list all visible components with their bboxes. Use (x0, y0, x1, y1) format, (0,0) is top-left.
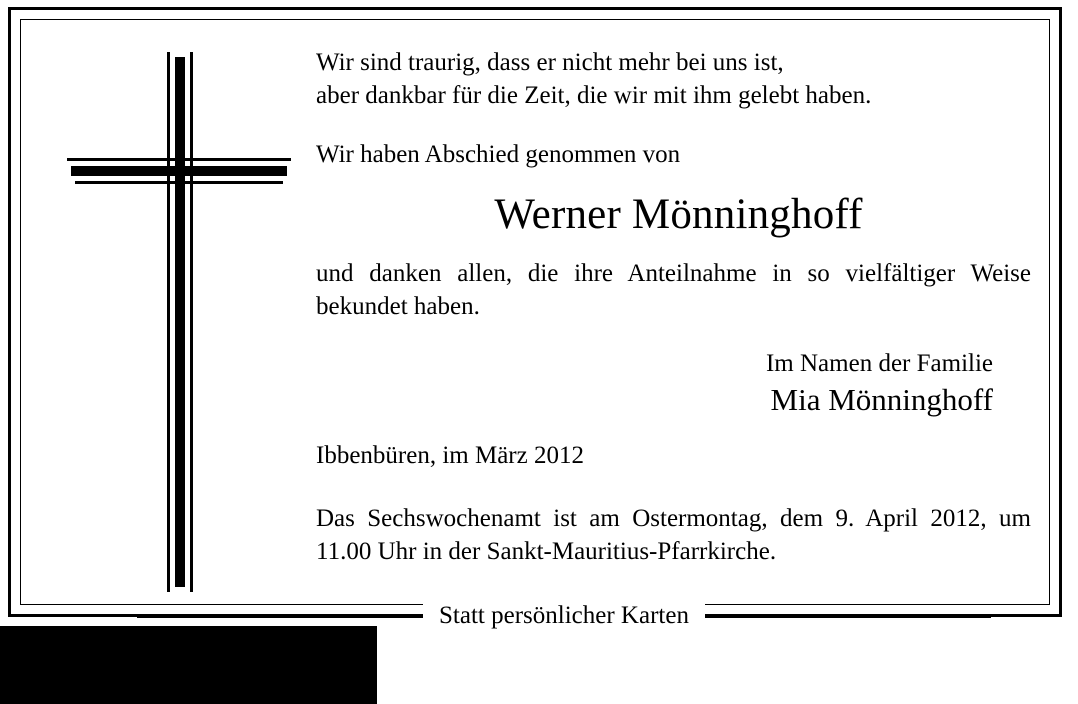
cross-vertical-stroke-right (190, 52, 193, 592)
obituary-notice-card (8, 7, 1062, 617)
spacer-after-intro (316, 112, 1031, 138)
footer-rule-right (705, 614, 991, 618)
cross-horizontal-stroke-top (67, 158, 291, 161)
intro-line-2: aber dankbar für die Zeit, die wir mit ihm gelebt haben. (316, 82, 872, 109)
christian-cross-icon (53, 40, 293, 600)
family-signature-block (316, 347, 1031, 420)
cross-vertical-stroke-left (167, 52, 170, 592)
spacer-before-service (316, 472, 1031, 502)
cross-horizontal-stroke-center (71, 166, 287, 176)
footer-rule-left (137, 614, 423, 618)
spacer-before-place-date (316, 420, 1031, 439)
cross-horizontal-stroke-bottom (75, 181, 283, 184)
family-name: Mia Mönninghoff (770, 382, 993, 417)
bottom-black-block (0, 626, 377, 704)
family-label: Im Namen der Familie (765, 350, 993, 377)
intro-line-1: Wir sind traurig, dass er nicht mehr bei uns ist, (316, 49, 784, 76)
farewell-line: Wir haben Abschied genommen von (316, 141, 681, 168)
deceased-name: Werner Mönninghoff (494, 191, 863, 238)
footer-text: Statt persönlicher Karten (423, 601, 705, 631)
obituary-text-column (316, 46, 1031, 568)
service-paragraph: Das Sechswochenamt ist am Ostermontag, dem 9. April 2012, um 11.00 Uhr in der Sankt-Mauritius-Pfarrkirche. (316, 505, 1031, 565)
place-date-line: Ibbenbüren, im März 2012 (316, 442, 584, 469)
thanks-paragraph: und danken allen, die ihre Anteilnahme in so vielfältiger Weise bekundet haben. (316, 260, 1031, 320)
cross-vertical-stroke-center (175, 57, 185, 587)
